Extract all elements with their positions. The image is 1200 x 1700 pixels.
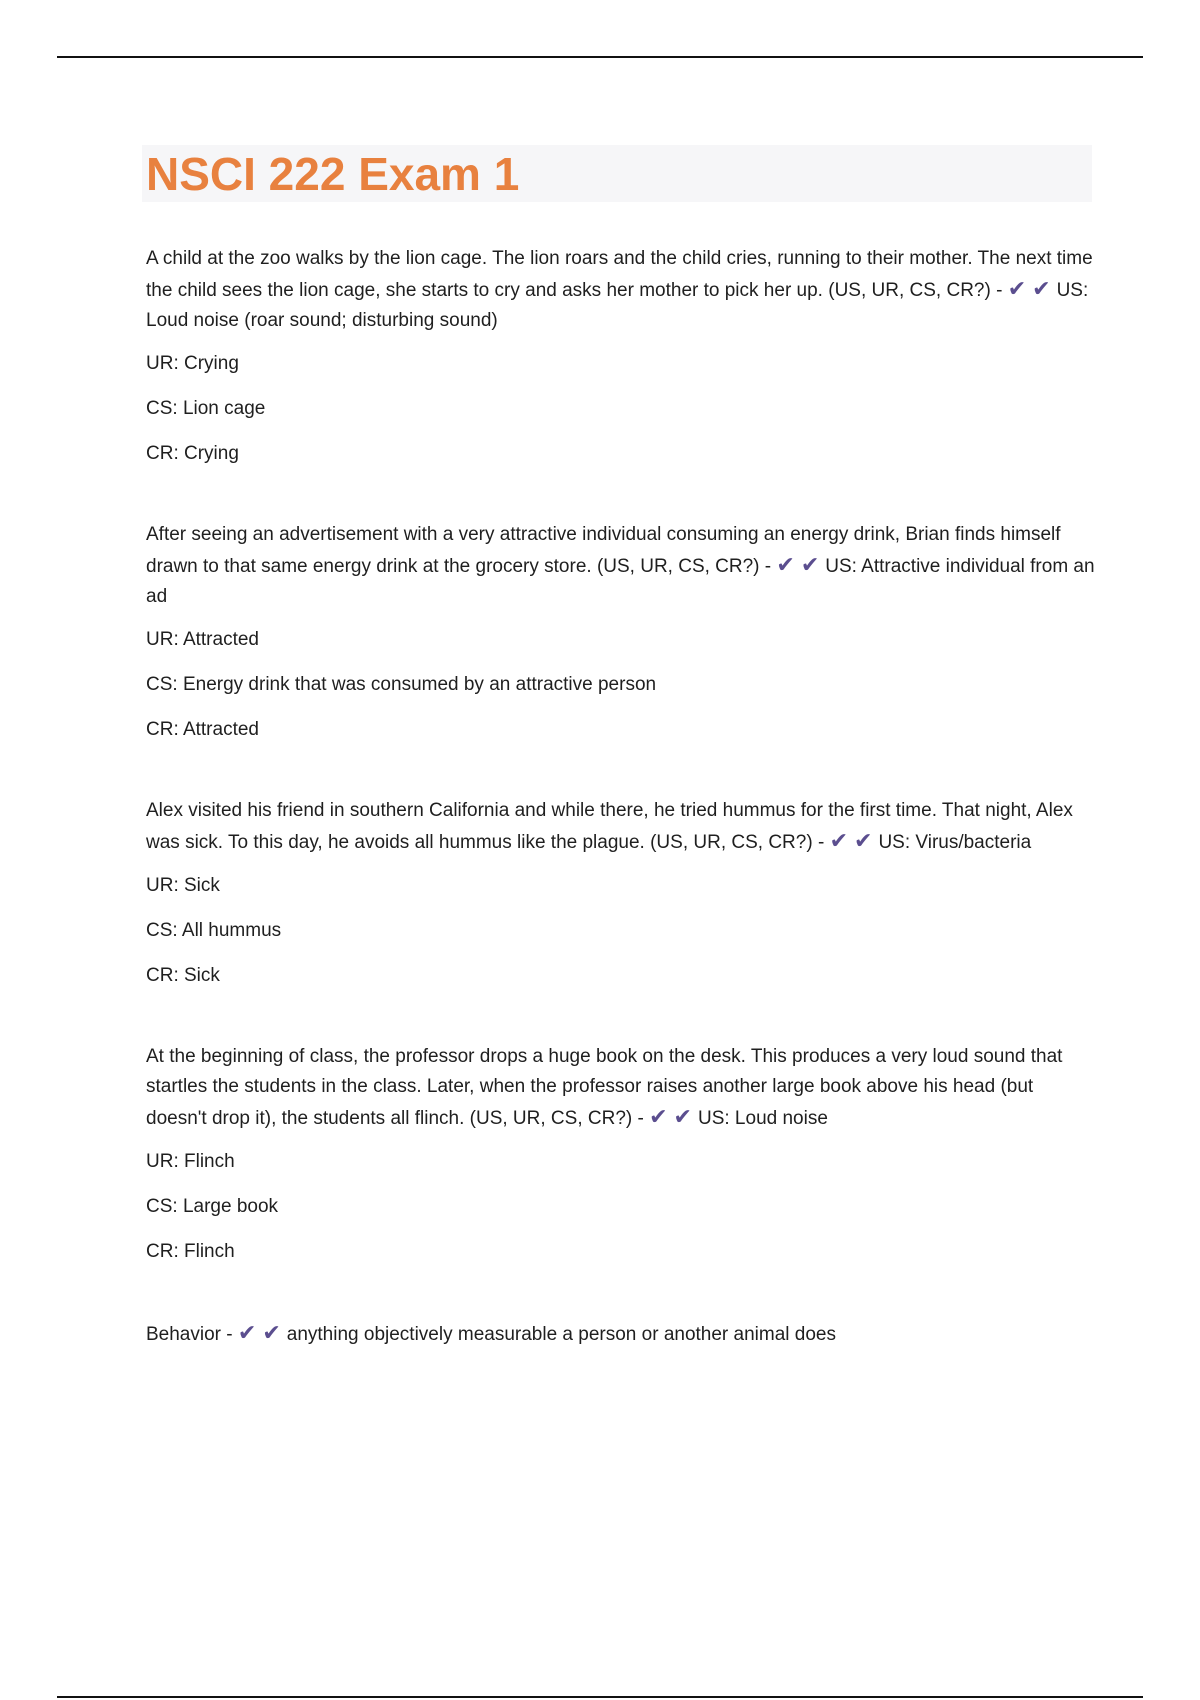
answer-line: UR: Flinch xyxy=(146,1151,235,1172)
question-text: At the beginning of class, the professor drops a huge book on the desk. This produces a very loud sound that startles the students in the class. Later, when the professor raises another large book above his head (but doesn't drop it), the students all flinch. (US, UR, CS, CR?) - ✔ ✔ US: Loud noise xyxy=(146,1042,1096,1134)
answer-text: US: Loud noise xyxy=(697,1108,828,1129)
check-mark-icon: ✔ xyxy=(649,1104,668,1129)
answer-line: CS: All hummus xyxy=(146,920,282,941)
answer-line: CR: Crying xyxy=(146,443,239,464)
question-text: Behavior - ✔ ✔ anything objectively measurable a person or another animal does xyxy=(146,1318,1096,1350)
answer-line: CS: Large book xyxy=(146,1196,279,1217)
flashcard-list xyxy=(146,244,1096,1402)
check-mark-icon: ✔ xyxy=(673,1104,692,1129)
answer-line: CS: Energy drink that was consumed by an attractive person xyxy=(146,674,657,695)
check-mark-icon: ✔ xyxy=(1007,276,1027,301)
check-mark-icon: ✔ xyxy=(854,828,873,853)
answer-text: US: Loud noise (roar sound; disturbing sound) xyxy=(146,280,1089,331)
page-title: NSCI 222 Exam 1 xyxy=(146,148,520,200)
check-mark-icon: ✔ xyxy=(829,828,848,853)
answer-line: UR: Crying xyxy=(146,353,239,374)
check-mark-icon: ✔ xyxy=(262,1320,281,1345)
answer-line: CS: Lion cage xyxy=(146,398,266,419)
question-text: Alex visited his friend in southern California and while there, he tried hummus for the first time. That night, Alex was sick. To this day, he avoids all hummus like the plague. (US, UR, CS, CR?) - ✔ ✔ US: Virus/bacteria xyxy=(146,796,1096,858)
check-mark-icon: ✔ xyxy=(800,552,820,577)
answer-text: anything objectively measurable a person or another animal does xyxy=(286,1324,836,1345)
bottom-rule xyxy=(57,1696,1143,1698)
check-mark-icon: ✔ xyxy=(1032,276,1051,301)
top-rule xyxy=(57,56,1143,58)
qa-item xyxy=(146,244,1096,468)
answer-line: CR: Attracted xyxy=(146,719,259,740)
answer-line: CR: Sick xyxy=(146,965,220,986)
check-mark-icon: ✔ xyxy=(776,552,795,577)
question-text: After seeing an advertisement with a very attractive individual consuming an energy drink, Brian finds himself drawn to that same energy drink at the grocery store. (US, UR, CS, CR?) - ✔ ✔ US: Attractive individual from an ad xyxy=(146,524,1095,607)
answer-line: UR: Attracted xyxy=(146,629,259,650)
qa-item xyxy=(146,1042,1096,1266)
answer-text: US: Virus/bacteria xyxy=(878,832,1032,853)
qa-item xyxy=(146,520,1096,744)
qa-item xyxy=(146,796,1096,990)
answer-line: UR: Sick xyxy=(146,875,220,896)
check-mark-icon: ✔ xyxy=(237,1320,257,1345)
answer-text: US: Attractive individual from an ad xyxy=(146,556,1095,607)
question-text: A child at the zoo walks by the lion cage. The lion roars and the child cries, running to their mother. The next time the child sees the lion cage, she starts to cry and asks her mother to pick her up. (US, UR, CS, CR?) - ✔ ✔ US: Loud noise (roar sound; disturbing sound) xyxy=(146,248,1093,331)
answer-line: CR: Flinch xyxy=(146,1241,235,1262)
qa-item xyxy=(146,1318,1096,1350)
